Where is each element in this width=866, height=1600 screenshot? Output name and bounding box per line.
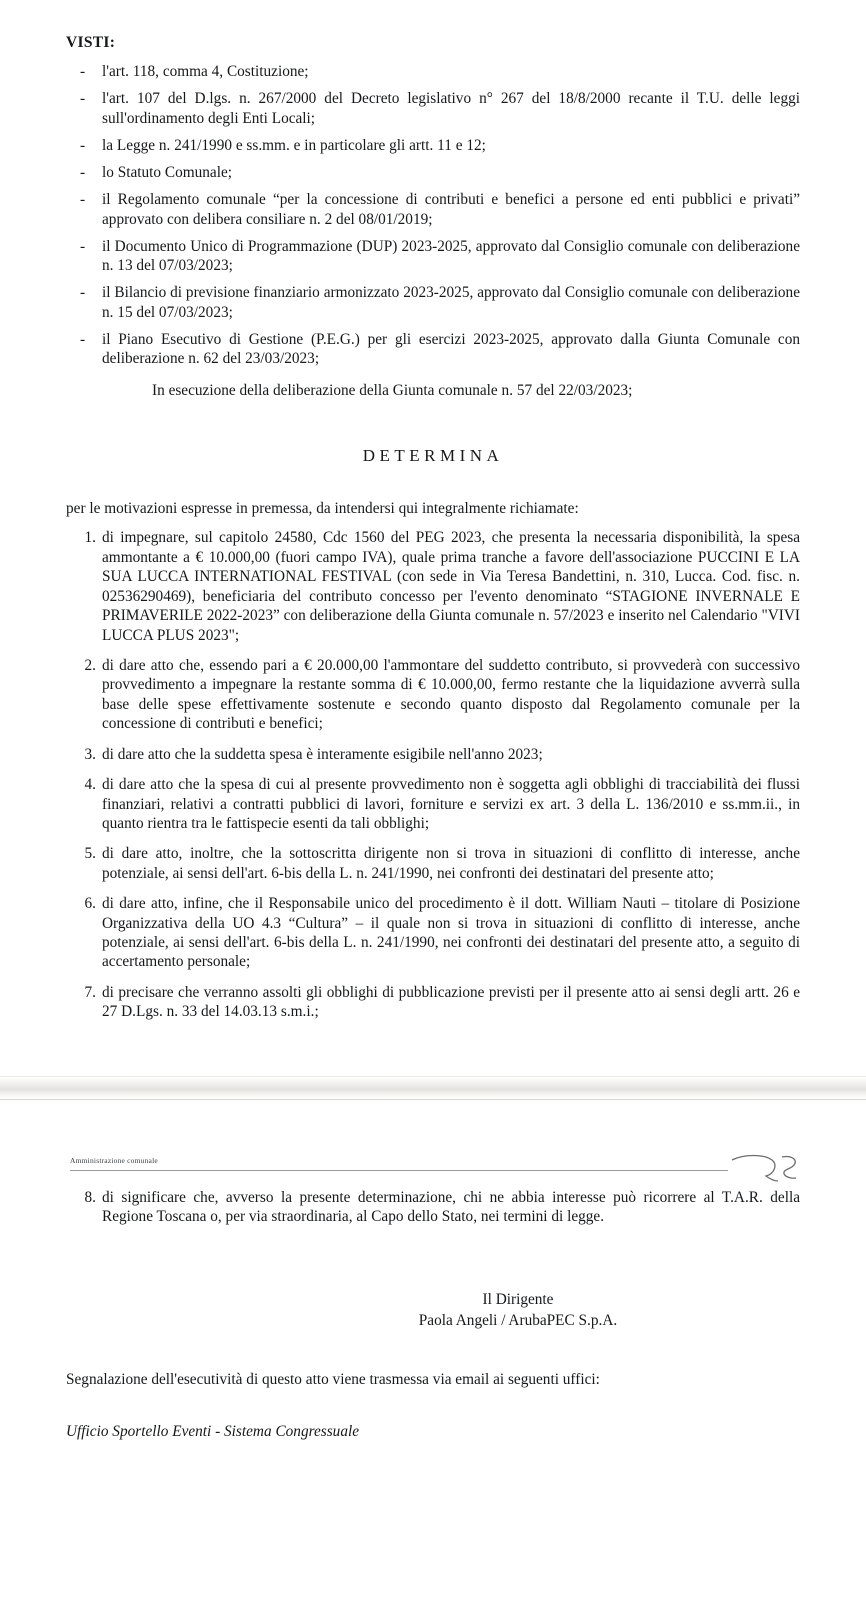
list-item-text: di precisare che verranno assolti gli obblighi di pubblicazione previsti per il presente atto ai sensi degli artt. 26 e 27 D.Lgs. n. 33 del 14.03.13 s.m.i.; <box>102 983 800 1021</box>
signature-mark-icon <box>730 1152 800 1186</box>
list-item-text: di significare che, avverso la presente determinazione, chi ne abbia interesse può ricorrere al T.A.R. della Regione Toscana o, per via straordinaria, al Capo dello Stato, nei termini di legge. <box>102 1188 800 1226</box>
signature-role: Il Dirigente <box>482 1290 554 1308</box>
signature-name: Paola Angeli / ArubaPEC S.p.A. <box>418 1311 618 1329</box>
list-item <box>66 190 800 229</box>
list-item-number: 2. <box>84 656 96 674</box>
list-item <box>66 283 800 322</box>
determina-title: DETERMINA <box>362 446 504 466</box>
section-heading-visti: VISTI: <box>66 34 116 51</box>
dash-bullet-icon: - <box>80 164 86 182</box>
list-item <box>66 237 800 276</box>
list-item <box>66 1188 800 1227</box>
list-item-text: il Bilancio di previsione finanziario armonizzato 2023-2025, approvato dal Consiglio comunale con deliberazione n. 15 del 07/03/2023; <box>102 284 800 321</box>
list-item-text: lo Statuto Comunale; <box>102 164 233 182</box>
premessa-paragraph: per le motivazioni espresse in premessa, da intendersi qui integralmente richiamate: <box>66 500 579 518</box>
list-item <box>66 163 800 182</box>
office-name: Ufficio Sportello Eventi - Sistema Congressuale <box>66 1423 360 1441</box>
document-footer-body <box>0 1148 866 1442</box>
list-item <box>66 330 800 369</box>
dash-bullet-icon: - <box>80 90 86 108</box>
list-item <box>66 89 800 128</box>
list-item-text: la Legge n. 241/1990 e ss.mm. e in particolare gli artt. 11 e 12; <box>102 136 486 154</box>
signature-block <box>66 1289 800 1332</box>
signature-stamp <box>66 1148 800 1188</box>
determina-items-list <box>66 528 800 1021</box>
dash-bullet-icon: - <box>80 330 86 348</box>
list-item-text: l'art. 107 del D.lgs. n. 267/2000 del Decreto legislativo n° 267 del 18/8/2000 recante il T.U. delle leggi sull'ordinamento degli Enti Locali; <box>102 90 800 127</box>
list-item <box>66 136 800 155</box>
dash-bullet-icon: - <box>80 63 86 80</box>
list-item <box>66 528 800 645</box>
list-item-number: 3. <box>84 745 96 763</box>
list-item-text: di dare atto che la suddetta spesa è interamente esigibile nell'anno 2023; <box>102 745 543 763</box>
list-item-text: il Regolamento comunale “per la concessione di contributi e benefici a persone ed enti pubblici e privati” approvato con delibera consiliare n. 2 del 08/01/2019; <box>102 191 800 228</box>
list-item-number: 7. <box>84 983 96 1001</box>
list-item-number: 8. <box>84 1188 96 1206</box>
stamp-label: Amministrazione comunale <box>70 1155 158 1165</box>
dash-bullet-icon: - <box>80 284 86 302</box>
list-item-text: di dare atto, infine, che il Responsabile unico del procedimento è il dott. William Nauti – titolare di Posizione Organizzativa della UO 4.3 “Cultura” – il quale non si trova in situazioni di conflitto di interesse, anche potenziale, ai sensi dell'art. 6-bis della L. n. 241/1990, nei confronti dei destinatari del presente atto, a seguito di accertamento personale; <box>102 895 800 971</box>
visti-list <box>66 62 800 368</box>
page-break-divider <box>0 1076 866 1100</box>
list-item-number: 5. <box>84 845 96 863</box>
list-item <box>66 775 800 833</box>
list-item <box>66 745 800 764</box>
list-item-number: 1. <box>84 529 96 547</box>
dash-bullet-icon: - <box>80 237 86 255</box>
list-item-text: il Piano Esecutivo di Gestione (P.E.G.) per gli esercizi 2023-2025, approvato dalla Giunta Comunale con deliberazione n. 62 del 23/03/2023; <box>102 330 800 368</box>
list-item <box>66 844 800 883</box>
stamp-rule-divider <box>70 1170 728 1171</box>
list-item-text: il Documento Unico di Programmazione (DUP) 2023-2025, approvato dal Consiglio comunale con deliberazione n. 13 del 07/03/2023; <box>102 237 800 275</box>
list-item-text: di dare atto che la spesa di cui al presente provvedimento non è soggetta agli obblighi di tracciabilità dei flussi finanziari, relativi a contratti pubblici di lavori, forniture e servizi ex art. 3 della L. 136/2010 e ss.mm.ii., in quanto rientra tra le fattispecie esenti da tali obblighi; <box>102 776 800 832</box>
esecuzione-paragraph: In esecuzione della deliberazione della Giunta comunale n. 57 del 22/03/2023; <box>152 382 633 400</box>
list-item <box>66 656 800 734</box>
list-item <box>66 983 800 1022</box>
determina-items-continued <box>66 1188 800 1227</box>
transmission-notice: Segnalazione dell'esecutività di questo atto viene trasmessa via email ai seguenti uffici: <box>66 1371 600 1389</box>
dash-bullet-icon: - <box>80 136 86 154</box>
list-item <box>66 62 800 81</box>
list-item-text: l'art. 118, comma 4, Costituzione; <box>102 63 309 80</box>
list-item-text: di dare atto che, essendo pari a € 20.000,00 l'ammontare del suddetto contributo, si provvederà con successivo provvedimento a impegnare la restante somma di € 10.000,00, fermo restante che la liquidazione avverrà sulla base delle spese effettivamente sostenute e secondo quanto disposto dal Regolamento comunale per la concessione di contributi e benefici; <box>102 656 800 733</box>
list-item-text: di dare atto, inoltre, che la sottoscritta dirigente non si trova in situazioni di conflitto di interesse, anche potenziale, ai sensi dell'art. 6-bis della L. n. 241/1990, nei confronti dei destinatari del presente atto; <box>102 845 800 882</box>
list-item-number: 6. <box>84 895 96 913</box>
list-item-text: di impegnare, sul capitolo 24580, Cdc 1560 del PEG 2023, che presenta la necessaria disponibilità, la spesa ammontante a € 10.000,00 (fuori campo IVA), quale prima tranche a favore dell'associazione PUCCINI E LA SUA LUCCA INTERNATIONAL FESTIVAL (con sede in Via Teresa Bandettini, n. 310, Lucca. Cod. fisc. n. 02536290469), beneficiaria del contributo concesso per l'evento denominato “STAGIONE INVERNALE E PRIMAVERILE 2022-2023” con deliberazione della Giunta comunale n. 57/2023 e inserito nel Calendario "VIVI LUCCA PLUS 2023"; <box>102 529 800 644</box>
list-item-number: 4. <box>84 776 96 794</box>
dash-bullet-icon: - <box>80 191 86 209</box>
list-item <box>66 894 800 972</box>
